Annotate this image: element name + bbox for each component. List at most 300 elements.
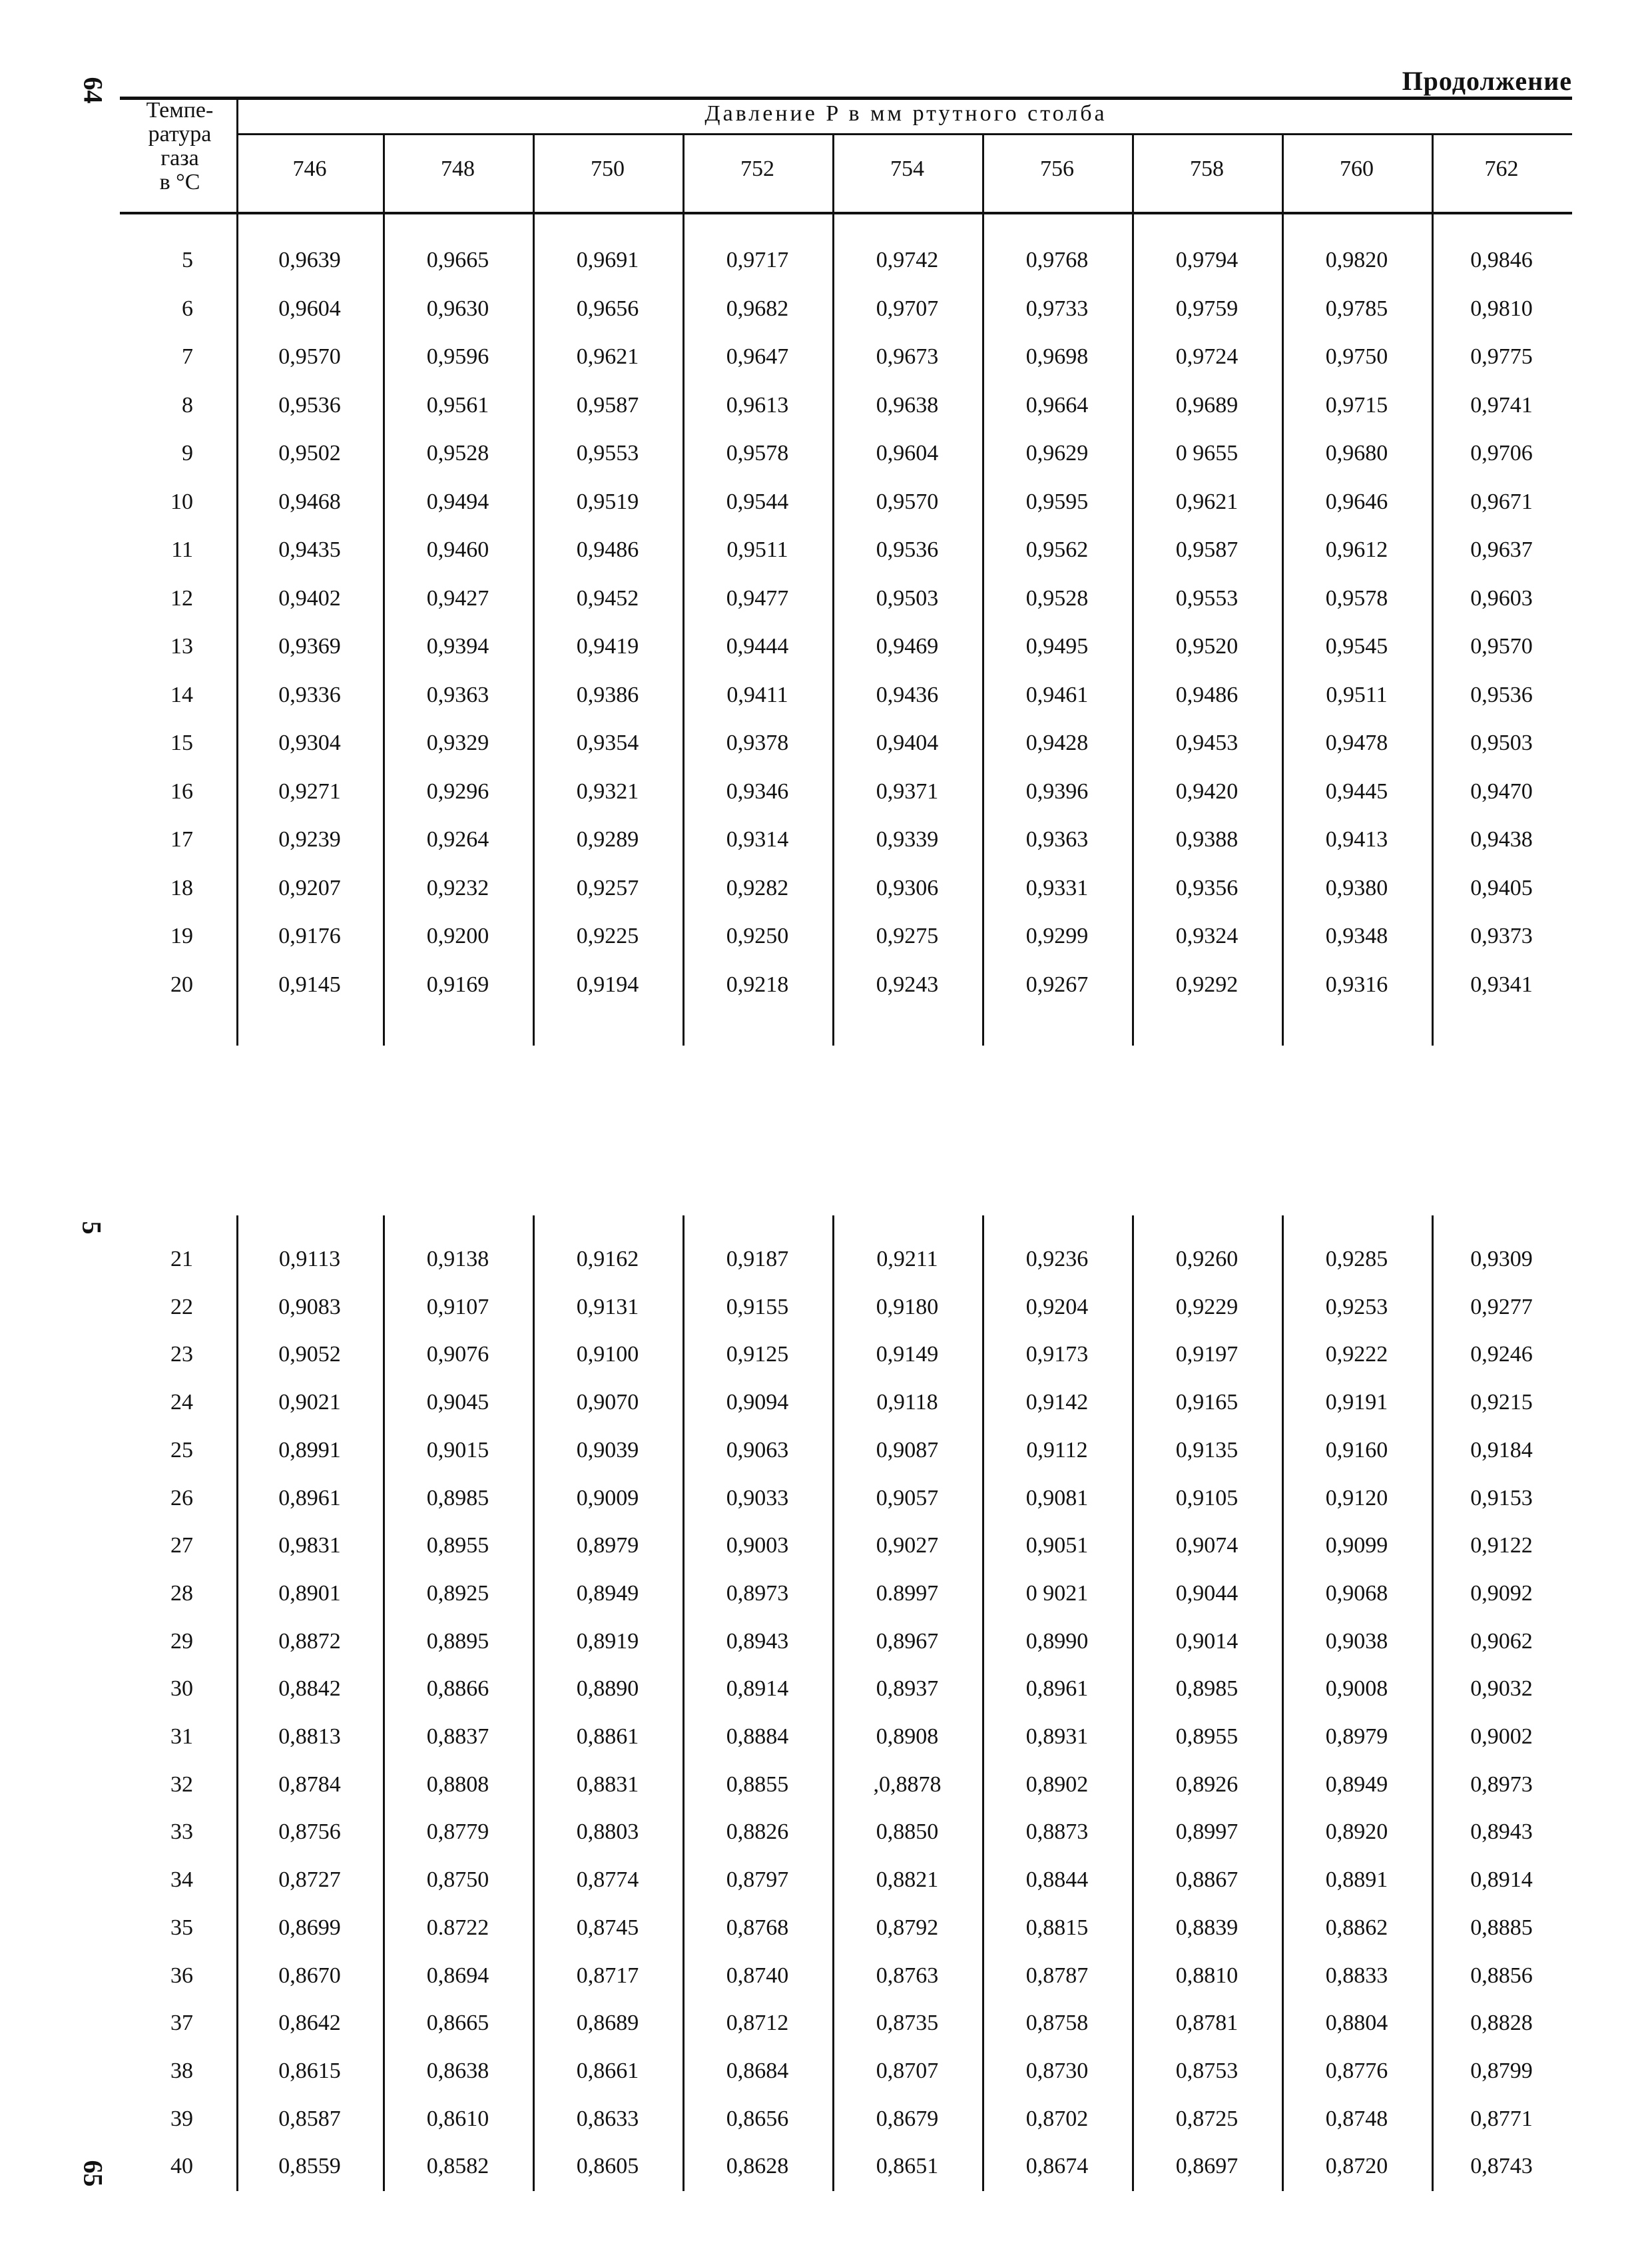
value-cell: 0,9211 <box>876 1247 938 1271</box>
value-cell: 0,8955 <box>1175 1724 1239 1749</box>
value-cell: 0,9306 <box>876 875 939 900</box>
value-cell: 0,8895 <box>426 1628 489 1654</box>
temperature-cell: 28 <box>170 1580 193 1606</box>
value-cell: 0,8735 <box>876 2011 939 2036</box>
value-cell: 0,9486 <box>576 537 639 562</box>
value-cell: 0,9452 <box>576 585 639 611</box>
value-cell: 0,9135 <box>1175 1437 1239 1462</box>
value-cell: 0,9191 <box>1325 1390 1388 1415</box>
value-cell: 0,9346 <box>726 779 789 804</box>
value-cell: 0,9741 <box>1470 392 1533 418</box>
value-cell: 0,8867 <box>1175 1867 1239 1893</box>
value-cell: 0,9063 <box>726 1437 789 1462</box>
temperature-cell: 16 <box>170 779 193 804</box>
value-cell: 0,9155 <box>726 1294 789 1319</box>
value-cell: 0,9321 <box>576 779 639 804</box>
temperature-cell: 40 <box>170 2154 193 2179</box>
value-cell: 0,9153 <box>1470 1485 1533 1510</box>
value-cell: 0,9587 <box>1175 537 1239 562</box>
value-cell: 0,8689 <box>576 2011 639 2036</box>
value-cell: 0,8831 <box>576 1772 639 1797</box>
value-cell: 0,9691 <box>576 248 639 272</box>
value-cell: 0,8908 <box>876 1724 939 1749</box>
value-cell: 0,9637 <box>1470 537 1533 562</box>
value-cell: 0,8914 <box>1470 1867 1533 1893</box>
value-cell: 0,9511 <box>1326 682 1388 707</box>
value-cell: 0,9775 <box>1470 344 1533 369</box>
temperature-cell: 14 <box>170 682 193 707</box>
value-cell: 0,8967 <box>876 1628 939 1654</box>
value-cell: 0,9511 <box>726 537 788 562</box>
value-cell: 0,9165 <box>1175 1390 1239 1415</box>
value-cell: 0,9820 <box>1325 248 1388 272</box>
value-cell: 0,8873 <box>1025 1819 1089 1845</box>
value-cell: 0,8797 <box>726 1867 789 1893</box>
value-cell: 0,8949 <box>576 1580 639 1606</box>
value-cell: 0,8901 <box>278 1580 341 1606</box>
temperature-cell: 19 <box>170 924 193 948</box>
temperature-cell: 33 <box>170 1819 193 1845</box>
value-cell: 0,9646 <box>1325 489 1388 514</box>
value-cell: 0,9656 <box>576 296 639 321</box>
value-cell: 0,9356 <box>1175 875 1239 900</box>
value-cell: 0,9420 <box>1175 779 1239 804</box>
value-cell: 0,8694 <box>426 1963 489 1988</box>
value-cell: 0,9218 <box>726 972 789 997</box>
value-cell: 0,8628 <box>726 2154 789 2179</box>
block1-column-rule <box>982 214 984 1046</box>
value-cell: 0,9369 <box>278 634 341 659</box>
block1-column-rule <box>533 214 535 1046</box>
value-cell: 0,8810 <box>1175 1963 1239 1988</box>
temperature-cell: 15 <box>170 731 193 755</box>
value-cell: 0,9285 <box>1325 1247 1388 1271</box>
value-cell: 0,8991 <box>278 1437 341 1462</box>
value-cell: 0,9051 <box>1025 1533 1089 1558</box>
header-column-rule <box>1432 133 1434 213</box>
block1-column-rule <box>1132 214 1134 1046</box>
value-cell: 0,9717 <box>726 248 789 272</box>
block1-column-rule <box>832 214 834 1046</box>
value-cell: 0,9759 <box>1175 296 1239 321</box>
value-cell: 0,8926 <box>1175 1772 1239 1797</box>
temperature-cell: 11 <box>171 537 193 562</box>
value-cell: 0,9453 <box>1175 731 1239 755</box>
value-cell: 0,9068 <box>1325 1580 1388 1606</box>
value-cell: 0,9138 <box>426 1247 489 1271</box>
value-cell: 0,9603 <box>1470 585 1533 611</box>
value-cell: 0,8937 <box>876 1676 939 1702</box>
value-cell: 0,9536 <box>278 392 341 418</box>
value-cell: 0,9009 <box>576 1485 639 1510</box>
temperature-cell: 30 <box>170 1676 193 1702</box>
value-cell: 0,9846 <box>1470 248 1533 272</box>
value-cell: 0,9081 <box>1025 1485 1089 1510</box>
value-cell: 0,9428 <box>1025 731 1089 755</box>
value-cell: 0,9222 <box>1325 1342 1388 1367</box>
value-cell: 0,9768 <box>1025 248 1089 272</box>
header-column-rule <box>683 133 685 213</box>
temperature-cell: 18 <box>170 875 193 900</box>
temperature-cell: 21 <box>170 1247 193 1271</box>
value-cell: 0,9169 <box>426 972 489 997</box>
value-cell: 0,9275 <box>876 924 939 948</box>
temperature-header-line: газа <box>160 146 199 170</box>
value-cell: 0,9243 <box>876 972 939 997</box>
value-cell: 0,8955 <box>426 1533 489 1558</box>
value-cell: 0,8990 <box>1025 1628 1089 1654</box>
value-cell: 0,8743 <box>1470 2154 1533 2179</box>
value-cell: 0,8973 <box>726 1580 789 1606</box>
value-cell: 0,9215 <box>1470 1390 1533 1415</box>
temperature-header-line: Темпе- <box>146 98 214 123</box>
header-column-rule <box>1282 133 1284 213</box>
value-cell: 0,9528 <box>1025 585 1089 611</box>
value-cell: 0,8890 <box>576 1676 639 1702</box>
value-cell: 0,9246 <box>1470 1342 1533 1367</box>
value-cell: 0,9142 <box>1025 1390 1089 1415</box>
value-cell: 0,9003 <box>726 1533 789 1558</box>
block1-column-rule <box>1432 214 1434 1046</box>
header-column-rule <box>533 133 535 213</box>
temperature-cell: 24 <box>170 1390 193 1415</box>
value-cell: 0,9162 <box>576 1247 639 1271</box>
value-cell: 0,8776 <box>1325 2058 1388 2083</box>
value-cell: 0,8781 <box>1175 2011 1239 2036</box>
value-cell: 0,8750 <box>426 1867 489 1893</box>
value-cell: 0,9595 <box>1025 489 1089 514</box>
value-cell: 0,9502 <box>278 441 341 466</box>
value-cell: 0,9612 <box>1325 537 1388 562</box>
value-cell: 0,8979 <box>576 1533 639 1558</box>
pressure-title: Давление P в мм ртутного столба <box>704 101 1107 126</box>
value-cell: 0,8813 <box>278 1724 341 1749</box>
value-cell: 0,9570 <box>278 344 341 369</box>
value-cell: 0,9445 <box>1325 779 1388 804</box>
value-cell: 0,9348 <box>1325 924 1388 948</box>
value-cell: 0,9561 <box>426 392 489 418</box>
value-cell: 0,9436 <box>876 682 939 707</box>
value-cell: 0,9388 <box>1175 827 1239 852</box>
value-cell: 0,9682 <box>726 296 789 321</box>
temperature-cell: 9 <box>182 441 193 466</box>
value-cell: 0,8902 <box>1025 1772 1089 1797</box>
value-cell: 0,9160 <box>1325 1437 1388 1462</box>
value-cell: 0,8920 <box>1325 1819 1388 1845</box>
value-cell: 0,8804 <box>1325 2011 1388 2036</box>
value-cell: 0,8699 <box>278 1915 341 1940</box>
value-cell: 0,8826 <box>726 1819 789 1845</box>
temperature-cell: 8 <box>182 392 193 418</box>
value-cell: 0,9299 <box>1025 924 1089 948</box>
value-cell: 0,8725 <box>1175 2106 1239 2131</box>
value-cell: 0,9277 <box>1470 1294 1533 1319</box>
value-cell: 0,9402 <box>278 585 341 611</box>
value-cell: 0,9378 <box>726 731 789 755</box>
value-cell: 0,8661 <box>576 2058 639 2083</box>
temperature-cell: 38 <box>170 2058 193 2083</box>
value-cell: 0,8651 <box>876 2154 939 2179</box>
value-cell: 0,8949 <box>1325 1772 1388 1797</box>
value-cell: 0,9698 <box>1025 344 1089 369</box>
temperature-cell: 5 <box>182 248 193 272</box>
value-cell: 0,9105 <box>1175 1485 1239 1510</box>
value-cell: 0,9469 <box>876 634 939 659</box>
value-cell: 0,9232 <box>426 875 489 900</box>
top-rule <box>120 97 1572 100</box>
value-cell: 0,8884 <box>726 1724 789 1749</box>
value-cell: 0.8997 <box>876 1580 939 1606</box>
value-cell: 0,8808 <box>426 1772 489 1797</box>
value-cell: 0,9689 <box>1175 392 1239 418</box>
value-cell: 0,8753 <box>1175 2058 1239 2083</box>
value-cell: 0,9176 <box>278 924 341 948</box>
value-cell: 0,9044 <box>1175 1580 1239 1606</box>
value-cell: 0,9477 <box>726 585 789 611</box>
value-cell: 0,8891 <box>1325 1867 1388 1893</box>
value-cell: 0,9107 <box>426 1294 489 1319</box>
value-cell: 0,9324 <box>1175 924 1239 948</box>
value-cell: 0,9733 <box>1025 296 1089 321</box>
value-cell: 0,9087 <box>876 1437 939 1462</box>
value-cell: 0,8787 <box>1025 1963 1089 1988</box>
value-cell: 0,9630 <box>426 296 489 321</box>
value-cell: 0,9173 <box>1025 1342 1089 1367</box>
value-cell: 0,9380 <box>1325 875 1388 900</box>
value-cell: 0,9639 <box>278 248 341 272</box>
header-column-rule <box>383 133 385 213</box>
value-cell: 0,8855 <box>726 1772 789 1797</box>
value-cell: 0,8943 <box>726 1628 789 1654</box>
value-cell: 0,8774 <box>576 1867 639 1893</box>
value-cell: 0,9629 <box>1025 441 1089 466</box>
value-cell: 0,9460 <box>426 537 489 562</box>
temperature-header-line: в °С <box>159 170 200 194</box>
value-cell: 0,8712 <box>726 2011 789 2036</box>
value-cell: 0,9187 <box>726 1247 789 1271</box>
value-cell: 0,9519 <box>576 489 639 514</box>
pressure-column-header: 756 <box>1040 157 1074 181</box>
pressure-column-header: 754 <box>890 157 924 181</box>
value-cell: 0,8856 <box>1470 1963 1533 1988</box>
block1-column-rule <box>1282 214 1284 1046</box>
value-cell: 0,8615 <box>278 2058 341 2083</box>
value-cell: 0,8828 <box>1470 2011 1533 2036</box>
value-cell: 0,9545 <box>1325 634 1388 659</box>
temperature-cell: 7 <box>182 344 193 369</box>
value-cell: 0,8885 <box>1470 1915 1533 1940</box>
value-cell: 0,9083 <box>278 1294 341 1319</box>
value-cell: 0,9052 <box>278 1342 341 1367</box>
value-cell: 0,8821 <box>876 1867 939 1893</box>
value-cell: ,0,8878 <box>873 1772 942 1797</box>
value-cell: 0,9239 <box>278 827 341 852</box>
value-cell: 0,9810 <box>1470 296 1533 321</box>
value-cell: 0,8973 <box>1470 1772 1533 1797</box>
value-cell: 0,8779 <box>426 1819 489 1845</box>
value-cell: 0,8850 <box>876 1819 939 1845</box>
value-cell: 0,9145 <box>278 972 341 997</box>
value-cell: 0,9296 <box>426 779 489 804</box>
value-cell: 0,9404 <box>876 731 939 755</box>
value-cell: 0,9394 <box>426 634 489 659</box>
value-cell: 0,8784 <box>278 1772 341 1797</box>
pressure-column-header: 760 <box>1340 157 1374 181</box>
value-cell: 0,9354 <box>576 731 639 755</box>
value-cell: 0,9267 <box>1025 972 1089 997</box>
value-cell: 0,8985 <box>426 1485 489 1510</box>
value-cell: 0,9444 <box>726 634 789 659</box>
temperature-cell: 25 <box>170 1437 193 1462</box>
value-cell: 0,9536 <box>1470 682 1533 707</box>
value-cell: 0,9386 <box>576 682 639 707</box>
value-cell: 0,9180 <box>876 1294 939 1319</box>
value-cell: 0.8722 <box>426 1915 489 1940</box>
temperature-cell: 17 <box>170 827 193 852</box>
temperature-cell: 34 <box>170 1867 193 1893</box>
value-cell: 0,8979 <box>1325 1724 1388 1749</box>
value-cell: 0,9002 <box>1470 1724 1533 1749</box>
value-cell: 0,9706 <box>1470 441 1533 466</box>
value-cell: 0,9260 <box>1175 1247 1239 1271</box>
value-cell: 0,9062 <box>1470 1628 1533 1654</box>
value-cell: 0,8642 <box>278 2011 341 2036</box>
pressure-column-header: 748 <box>441 157 475 181</box>
value-cell: 0,9257 <box>576 875 639 900</box>
value-cell: 0,8587 <box>278 2106 341 2131</box>
value-cell: 0,9074 <box>1175 1533 1239 1558</box>
value-cell: 0,8803 <box>576 1819 639 1845</box>
value-cell: 0,9207 <box>278 875 341 900</box>
temperature-cell: 36 <box>170 1963 193 1988</box>
value-cell: 0,9253 <box>1325 1294 1388 1319</box>
value-cell: 0,9039 <box>576 1437 639 1462</box>
value-cell: 0,8842 <box>278 1676 341 1702</box>
value-cell: 0,9094 <box>726 1390 789 1415</box>
value-cell: 0,9032 <box>1470 1676 1533 1702</box>
value-cell: 0,8633 <box>576 2106 639 2131</box>
value-cell: 0,9750 <box>1325 344 1388 369</box>
value-cell: 0,9715 <box>1325 392 1388 418</box>
value-cell: 0,9396 <box>1025 779 1089 804</box>
page-number-mid: 5 <box>77 1221 107 1235</box>
value-cell: 0,8837 <box>426 1724 489 1749</box>
value-cell: 0,9373 <box>1470 924 1533 948</box>
value-cell: 0,9503 <box>1470 731 1533 755</box>
value-cell: 0,9544 <box>726 489 789 514</box>
value-cell: 0,9461 <box>1025 682 1089 707</box>
value-cell: 0,8745 <box>576 1915 639 1940</box>
value-cell: 0,9194 <box>576 972 639 997</box>
value-cell: 0,9570 <box>876 489 939 514</box>
value-cell: 0,8707 <box>876 2058 939 2083</box>
value-cell: 0,9553 <box>1175 585 1239 611</box>
page-number-bottom: 65 <box>78 2160 109 2187</box>
value-cell: 0,8740 <box>726 1963 789 1988</box>
value-cell: 0,9363 <box>1025 827 1089 852</box>
value-cell: 0,8866 <box>426 1676 489 1702</box>
value-cell: 0,9015 <box>426 1437 489 1462</box>
value-cell: 0,8914 <box>726 1676 789 1702</box>
value-cell: 0,9562 <box>1025 537 1089 562</box>
value-cell: 0,9553 <box>576 441 639 466</box>
value-cell: 0,8758 <box>1025 2011 1089 2036</box>
value-cell: 0,8702 <box>1025 2106 1089 2131</box>
value-cell: 0,9329 <box>426 731 489 755</box>
header-column-rule <box>832 133 834 213</box>
value-cell: 0,9520 <box>1175 634 1239 659</box>
value-cell: 0,9309 <box>1470 1247 1533 1271</box>
value-cell: 0,9742 <box>876 248 939 272</box>
temperature-cell: 20 <box>170 972 193 997</box>
value-cell: 0,9033 <box>726 1485 789 1510</box>
value-cell: 0,8674 <box>1025 2154 1089 2179</box>
temperature-cell: 26 <box>170 1485 193 1510</box>
pressure-column-header: 758 <box>1190 157 1224 181</box>
pressure-subrule <box>236 133 1572 135</box>
value-cell: 0,9638 <box>876 392 939 418</box>
value-cell: 0,9604 <box>876 441 939 466</box>
value-cell: 0,9292 <box>1175 972 1239 997</box>
value-cell: 0,9578 <box>1325 585 1388 611</box>
value-cell: 0,9495 <box>1025 634 1089 659</box>
value-cell: 0,9057 <box>876 1485 939 1510</box>
value-cell: 0,8559 <box>278 2154 341 2179</box>
value-cell: 0,9371 <box>876 779 939 804</box>
value-cell: 0,9316 <box>1325 972 1388 997</box>
temperature-cell: 39 <box>170 2106 193 2131</box>
value-cell: 0 9655 <box>1175 441 1239 466</box>
value-cell: 0,9204 <box>1025 1294 1089 1319</box>
header-column-rule <box>1132 133 1134 213</box>
value-cell: 0,9470 <box>1470 779 1533 804</box>
value-cell: 0,8656 <box>726 2106 789 2131</box>
value-cell: 0,9131 <box>576 1294 639 1319</box>
value-cell: 0,9304 <box>278 731 341 755</box>
block1-column-rule <box>236 214 238 1046</box>
temperature-cell: 29 <box>170 1628 193 1654</box>
value-cell: 0,9419 <box>576 634 639 659</box>
temperature-cell: 23 <box>170 1342 193 1367</box>
value-cell: 0,8943 <box>1470 1819 1533 1845</box>
value-cell: 0,9438 <box>1470 827 1533 852</box>
value-cell: 0,8748 <box>1325 2106 1388 2131</box>
header-column-rule <box>236 100 238 213</box>
temperature-column-header <box>127 99 233 194</box>
value-cell: 0,9336 <box>278 682 341 707</box>
value-cell: 0,8815 <box>1025 1915 1089 1940</box>
value-cell: 0,9613 <box>726 392 789 418</box>
value-cell: 0,9596 <box>426 344 489 369</box>
value-cell: 0,8771 <box>1470 2106 1533 2131</box>
value-cell: 0,9070 <box>576 1390 639 1415</box>
value-cell: 0,8844 <box>1025 1867 1089 1893</box>
value-cell: 0,9665 <box>426 248 489 272</box>
temperature-cell: 37 <box>170 2011 193 2036</box>
value-cell: 0,9112 <box>1026 1437 1088 1462</box>
pressure-column-header: 762 <box>1484 157 1519 181</box>
value-cell: 0,9341 <box>1470 972 1533 997</box>
value-cell: 0,9831 <box>278 1533 341 1558</box>
temperature-cell: 12 <box>170 585 193 611</box>
value-cell: 0,8717 <box>576 1963 639 1988</box>
value-cell: 0,8684 <box>726 2058 789 2083</box>
value-cell: 0,9099 <box>1325 1533 1388 1558</box>
pressure-column-header: 746 <box>292 157 327 181</box>
value-cell: 0,9528 <box>426 441 489 466</box>
value-cell: 0,9435 <box>278 537 341 562</box>
value-cell: 0,9092 <box>1470 1580 1533 1606</box>
